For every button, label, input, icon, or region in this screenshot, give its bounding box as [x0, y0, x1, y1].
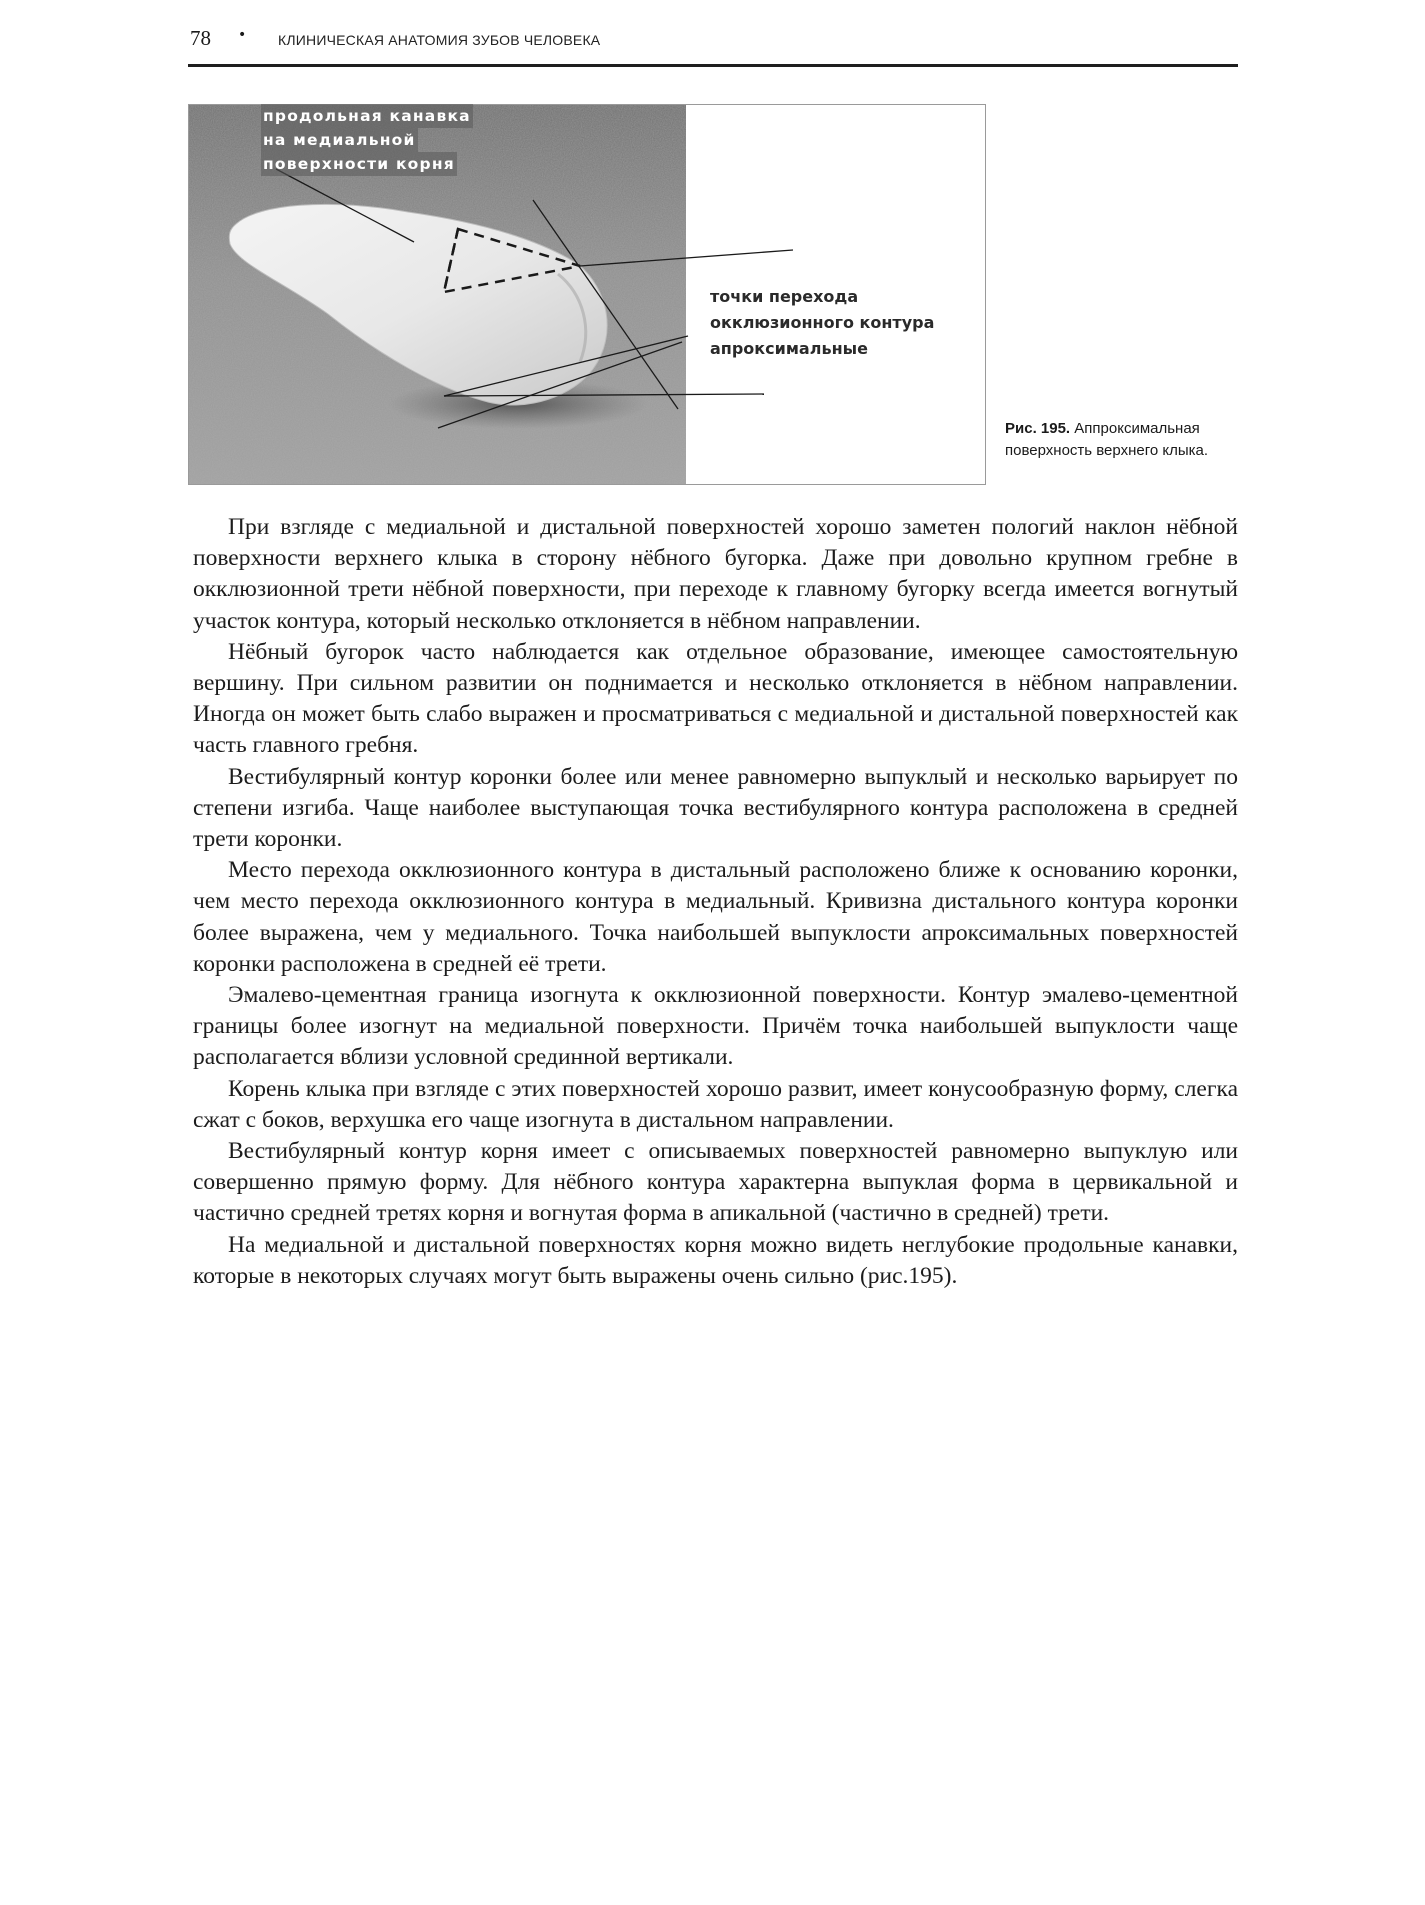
transition-label-line-1: точки перехода [710, 287, 859, 306]
paragraph: Вестибулярный контур корня имеет с описываемых поверхностей равномерно выпуклую или совершенно прямую форму. Для нёбного контура характерна выпуклая форма в цервикальной и частично средней третях корня и вогнутая форма в апикальной (частично в средней) трети. [193, 1138, 1238, 1227]
header-bullet: • [238, 27, 247, 43]
groove-label-line-2: на медиальной [261, 128, 418, 152]
paragraph: На медиальной и дистальной поверхностях корня можно видеть неглубокие продольные канавки, которые в некоторых случаях могут быть выражены очень сильно (рис.195). [193, 1231, 1238, 1289]
paragraph: Корень клыка при взгляде с этих поверхностей хорошо развит, имеет конусообразную форму, слегка сжат с боков, верхушка его чаще изогнута в дистальном направлении. [193, 1075, 1238, 1133]
caption-number: Рис. 195. [1005, 420, 1071, 437]
paragraph: При взгляде с медиальной и дистальной поверхностей хорошо заметен пологий наклон нёбной поверхности верхнего клыка в сторону нёбного бугорка. Даже при довольно крупном гребне в окклюзионной трети нёбной поверхности, при переходе к главному бугорку всегда имеется вогнутый участок контура, который несколько отклоняется в нёбном направлении. [193, 514, 1238, 634]
body-text [193, 512, 1238, 1292]
groove-label-line-1: продольная канавка [261, 104, 473, 128]
running-title: КЛИНИЧЕСКАЯ АНАТОМИЯ ЗУБОВ ЧЕЛОВЕКА [278, 32, 601, 48]
caption-text: Аппроксимальная поверхность верхнего клыка. [1005, 420, 1209, 459]
paragraph: Место перехода окклюзионного контура в дистальный расположено ближе к основанию коронки, чем место перехода окклюзионного контура в медиальный. Кривизна дистального контура коронки более выражена, чем у медиального. Точка наибольшей выпуклости апроксимальных поверхностей коронки расположена в средней её трети. [193, 857, 1238, 977]
figure-195 [188, 104, 986, 485]
transition-label-line-3: апроксимальные [710, 339, 868, 358]
transition-label-line-2: окклюзионного контура [710, 313, 935, 332]
figure-caption [1005, 418, 1245, 462]
paragraph: Вестибулярный контур коронки более или менее равномерно выпуклый и несколько варьирует по степени изгиба. Чаще наиболее выступающая точка вестибулярного контура расположена в средней трети коронки. [193, 763, 1238, 853]
transition-points-label [710, 284, 975, 362]
groove-label-line-3: поверхности корня [261, 152, 457, 176]
paragraph: Нёбный бугорок часто наблюдается как отдельное образование, имеющее самостоятельную вершину. При сильном развитии он поднимается и несколько отклоняется в нёбном направлении. Иногда он может быть слабо выражен и просматриваться с медиальной и дистальной поверхностей как часть главного гребня. [193, 638, 1238, 759]
page-number: 78 [190, 26, 211, 50]
header-rule [188, 64, 1238, 67]
paragraph: Эмалево-цементная граница изогнута к окклюзионной поверхности. Контур эмалево-цементной границы более изогнут на медиальной поверхности. Причём точка наибольшей выпуклости чаще располагается вблизи условной срединной вертикали. [193, 982, 1238, 1071]
